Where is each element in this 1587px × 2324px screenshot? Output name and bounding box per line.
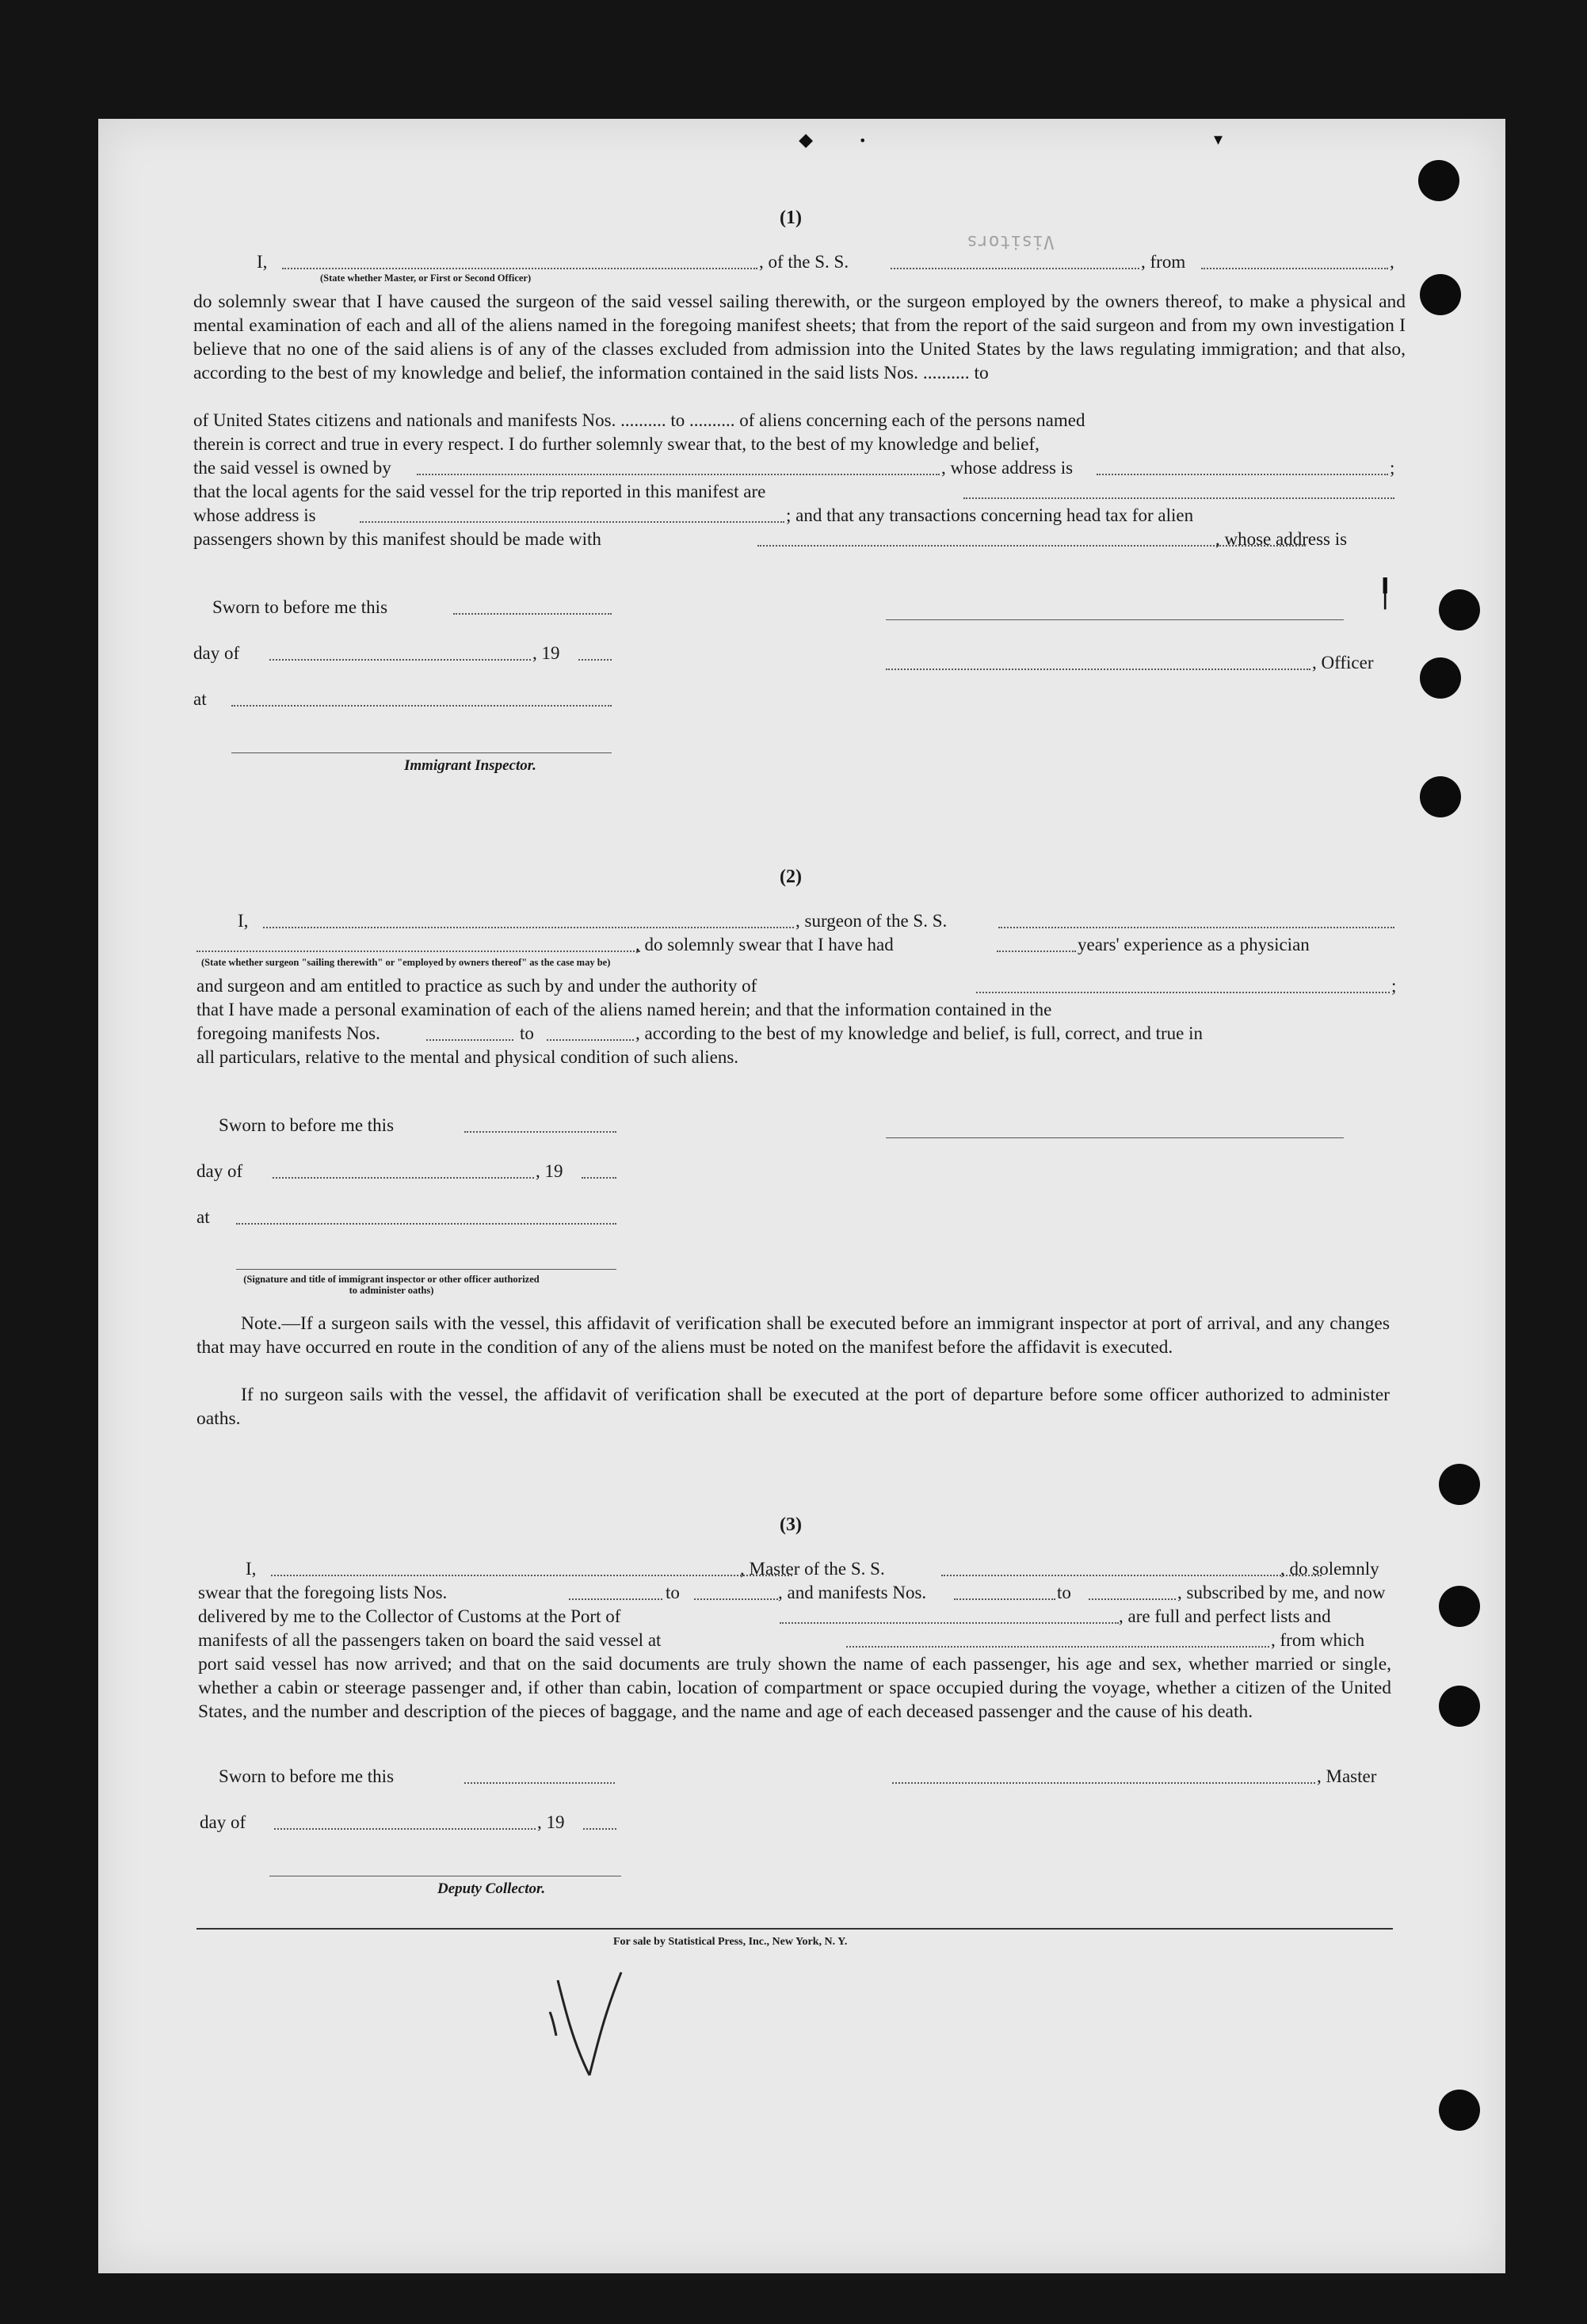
surgeon-caption: (State whether surgeon "sailing therewith" or "employed by owners thereof" as the case may be) [201, 957, 611, 968]
sec3-nineteen: , 19 [537, 1812, 565, 1832]
collector-caption: Deputy Collector. [437, 1880, 546, 1897]
vessel-name-value: Visitors [967, 231, 1055, 252]
sec2-vessel-field[interactable] [998, 927, 1394, 928]
sec2-sig-caption: (Signature and title of immigrant inspector or other officer authorized to administer oaths) [243, 1274, 540, 1296]
punch-hole [1420, 657, 1461, 699]
handwritten-mark [542, 1964, 637, 2091]
sec3-from-which: , from which [1271, 1630, 1365, 1650]
manifest-page [98, 119, 1505, 2273]
sec3-master-of: , Master of the S. S. [740, 1559, 885, 1579]
sec2-semicolon: ; [1391, 976, 1397, 996]
sec3-manifests-to[interactable] [1089, 1598, 1176, 1600]
sec2-solemnly: , do solemnly swear that I have had [635, 935, 894, 954]
sec2-at-field[interactable] [236, 1223, 616, 1225]
punch-hole [1439, 2090, 1480, 2131]
punch-hole [1420, 274, 1461, 315]
section-3-number: (3) [780, 1514, 802, 1535]
sec3-full-perfect: , are full and perfect lists and [1119, 1606, 1331, 1626]
punch-hole [1439, 1686, 1480, 1727]
sec2-day-field[interactable] [273, 1177, 534, 1179]
sec2-line2: and surgeon and am entitled to practice as such by and under the authority of [196, 976, 757, 996]
vessel-name-field[interactable] [891, 268, 1139, 269]
sec3-day-field[interactable] [274, 1828, 536, 1830]
ink-mark: ▾ [1214, 130, 1223, 150]
owner-address-label: , whose address is [941, 458, 1074, 478]
sec2-line4c: , according to the best of my knowledge and belief, is full, correct, and true in [635, 1023, 1203, 1043]
ink-mark: • [859, 133, 867, 148]
sec2-manifest-to[interactable] [547, 1039, 634, 1041]
years-experience-field[interactable] [997, 951, 1076, 952]
sec1-nineteen: , 19 [532, 643, 560, 663]
sec3-delivered: delivered by me to the Collector of Customs at the Port of [198, 1606, 621, 1626]
footer-rule [196, 1928, 1393, 1930]
port-of-arrival-field[interactable] [780, 1622, 1119, 1624]
sec2-line3: that I have made a personal examination of each of the aliens named herein; and that the information contained in the [196, 1000, 1052, 1019]
punch-hole [1439, 1586, 1480, 1627]
sec1-at-field[interactable] [231, 705, 612, 707]
sec3-i: I, [246, 1559, 257, 1579]
local-agents-field[interactable] [963, 497, 1394, 499]
sec1-body: do solemnly swear that I have caused the surgeon of the said vessel sailing therewith, or the surgeon employed by the owners thereof, to make a physical and mental examination of each and all of the aliens named in the foregoing manifest sheets; that from the report of the said surgeon and from my own investigation I believe that no one of the said aliens is of any of the classes excluded from admission into the United States by the laws regulating immigration; and that also, according to the best of my knowledge and belief, the information contained in the said lists Nos. .......... to [193, 291, 1406, 383]
surgeon-type-field[interactable] [196, 951, 640, 952]
authority-field[interactable] [976, 992, 1390, 993]
sec3-master-label: , Master [1317, 1766, 1377, 1786]
sec2-i: I, [238, 911, 249, 931]
passengers-shown-text: passengers shown by this manifest should be made with [193, 529, 601, 549]
port-of-departure-field[interactable] [846, 1646, 1269, 1648]
sec3-lists-from[interactable] [569, 1598, 662, 1600]
sec2-sworn-field[interactable] [464, 1131, 616, 1133]
sec3-body: port said vessel has now arrived; and that on the said documents are truly shown the name of each passenger, his age and sex, whether married or single, whether a cabin or steerage passenger and, if other than cabin, location of compartment or space occupied during the voyage, whether a citizen of the United States, and the number and description of the pieces of baggage, and the name and age of each deceased passenger and the cause of his death. [198, 1654, 1391, 1722]
sec3-manifests-from[interactable] [954, 1598, 1055, 1600]
officer-name-field[interactable] [282, 268, 757, 269]
semicolon: ; [1390, 458, 1395, 478]
sec3-subscribed: , subscribed by me, and now [1177, 1583, 1386, 1602]
sec1-sworn: Sworn to before me this [212, 597, 388, 617]
officer-label: , Officer [1312, 653, 1374, 672]
sec1-of-ss: , of the S. S. [759, 252, 849, 272]
sec1-from: , from [1141, 252, 1186, 272]
section-1-number: (1) [780, 208, 802, 228]
punch-hole [1420, 776, 1461, 817]
sec3-to2: to [1057, 1583, 1071, 1602]
local-agents-label: that the local agents for the said vessel for the trip reported in this manifest are [193, 482, 766, 501]
sec3-and-manifests: , and manifests Nos. [778, 1583, 927, 1602]
sec1-i: I, [257, 252, 268, 272]
surgeon-signature-line[interactable] [886, 1137, 1344, 1138]
sec1-body-line2: of United States citizens and nationals and manifests Nos. .......... to .......... of aliens concerning each of the persons named [193, 410, 1085, 430]
sec2-year-field[interactable] [582, 1177, 616, 1179]
punch-hole [1418, 160, 1459, 201]
sec1-body-line3: therein is correct and true in every respect. I do further solemnly swear that, to the best of my knowledge and belief, [193, 434, 1040, 454]
sec2-years: years' experience as a physician [1078, 935, 1310, 954]
sec3-vessel-field[interactable] [941, 1575, 1322, 1576]
master-name-field[interactable] [271, 1575, 792, 1576]
inspector-caption: Immigrant Inspector. [404, 757, 536, 774]
owner-field[interactable] [417, 474, 940, 475]
sec3-day-of: day of [200, 1812, 246, 1832]
punch-hole [1439, 589, 1480, 631]
sec1-day-of: day of [193, 643, 240, 663]
surgeon-name-field[interactable] [263, 927, 794, 928]
inspector-signature-line[interactable] [231, 752, 612, 753]
sec2-sworn: Sworn to before me this [219, 1115, 395, 1135]
sec3-sworn-field[interactable] [464, 1782, 615, 1784]
officer-signature-line[interactable] [886, 619, 1344, 620]
sec2-line4b: to [520, 1023, 534, 1043]
officer-caption: (State whether Master, or First or Second Officer) [320, 272, 532, 284]
printer-credit: For sale by Statistical Press, Inc., New York, N. Y. [613, 1936, 848, 1948]
master-signature-field[interactable] [892, 1782, 1315, 1784]
sec1-sworn-field[interactable] [453, 613, 612, 615]
sec1-day-field[interactable] [269, 659, 531, 661]
from-port-field[interactable] [1201, 268, 1388, 269]
section-2-number: (2) [780, 867, 802, 887]
sec3-manifests-of: manifests of all the passengers taken on board the said vessel at [198, 1630, 662, 1650]
note-paragraph-1: Note.—If a surgeon sails with the vessel, this affidavit of verification shall be executed before an immigrant inspector at port of arrival, and any changes that may have occurred en route in the condition of any of the aliens must be noted on the manifest before the affidavit is executed. [196, 1313, 1390, 1358]
owner-address-field[interactable] [1097, 474, 1388, 475]
sec1-year-field[interactable] [578, 659, 612, 661]
sec1-comma: , [1390, 252, 1394, 272]
sec3-swear: swear that the foregoing lists Nos. [198, 1583, 448, 1602]
agent-address-field[interactable] [360, 521, 784, 523]
sec2-line4a: foregoing manifests Nos. [196, 1023, 380, 1043]
sec2-at: at [196, 1207, 210, 1227]
sec3-year-field[interactable] [583, 1828, 616, 1830]
contact-address-label: , whose address is [1215, 529, 1348, 549]
surgeon-of-label: , surgeon of the S. S. [795, 911, 948, 931]
officer-title-field[interactable] [886, 669, 1310, 670]
head-tax-text: ; and that any transactions concerning head tax for alien [786, 505, 1194, 525]
sec3-sworn: Sworn to before me this [219, 1766, 395, 1786]
ink-mark: ╿ [1377, 578, 1394, 610]
sec2-nineteen: , 19 [536, 1161, 563, 1181]
sec2-day-of: day of [196, 1161, 243, 1181]
sec3-lists-to[interactable] [694, 1598, 778, 1600]
sec2-official-signature-line[interactable] [236, 1269, 616, 1270]
sec2-manifest-from[interactable] [426, 1039, 513, 1041]
owned-by-label: the said vessel is owned by [193, 458, 391, 478]
ink-mark: ⬥ [799, 128, 814, 152]
note-paragraph-2: If no surgeon sails with the vessel, the affidavit of verification shall be executed at the port of departure before some officer authorized to administer oaths. [196, 1385, 1390, 1429]
sec1-at: at [193, 689, 207, 709]
agent-address-label: whose address is [193, 505, 316, 525]
sec3-do-solemnly: , do solemnly [1280, 1559, 1379, 1579]
sec3-to1: to [666, 1583, 680, 1602]
punch-hole [1439, 1464, 1480, 1505]
sec2-line5: all particulars, relative to the mental and physical condition of such aliens. [196, 1047, 739, 1067]
